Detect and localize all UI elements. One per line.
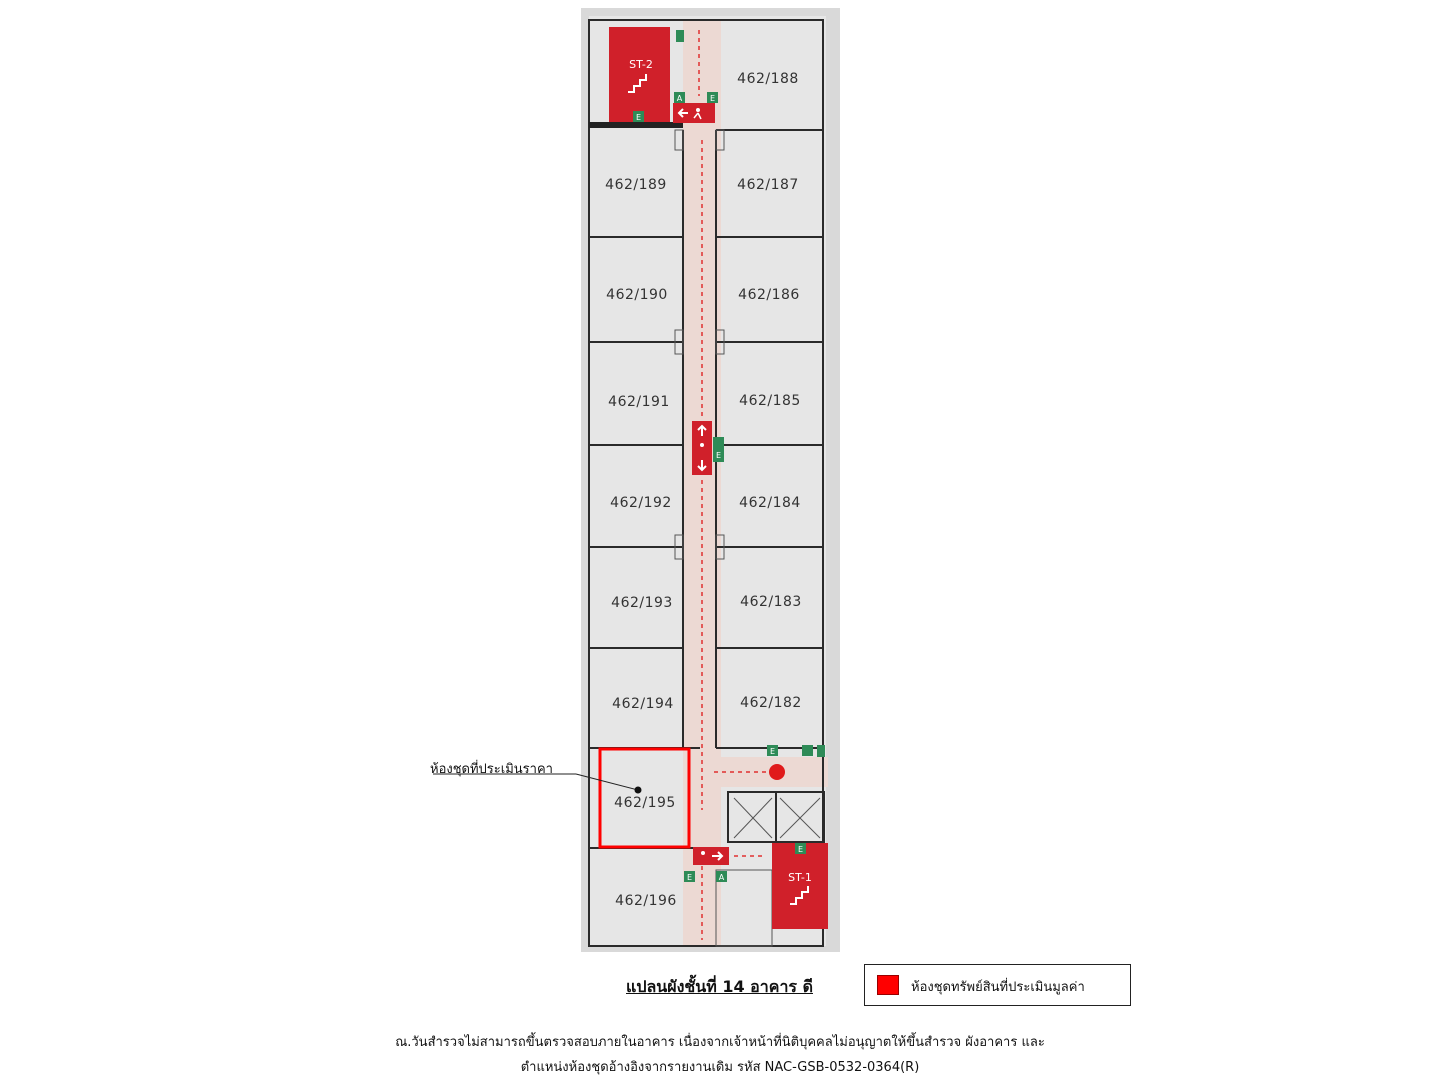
exit-sign-top [673,103,715,123]
room-label: 462/185 [739,393,801,409]
room-label: 462/182 [740,695,802,711]
exit-sign-middle [692,421,712,475]
room-label: 462/193 [611,595,673,611]
room-label: 462/188 [737,71,799,87]
room-label: 462/187 [737,177,799,193]
svg-text:E: E [686,873,693,882]
svg-text:E: E [709,94,716,103]
room-label: 462/184 [739,495,801,511]
survey-note-line-2: ตำแหน่งห้องชุดอ้างอิงจากรายงานเดิม รหัส NAC-GSB-0532-0364(R) [520,1060,920,1075]
room-label: 462/196 [615,893,677,909]
fire-alarm-point [769,764,785,780]
legend-swatch [877,975,899,995]
exit-sign-bottom [693,847,729,865]
stair-st-1 [772,843,828,929]
room-label-highlighted: 462/195 [614,795,676,811]
svg-text:A: A [676,94,683,103]
callout-label: ห้องชุดที่ประเมินราคา [430,762,553,777]
room-label: 462/192 [610,495,672,511]
svg-text:E: E [769,747,776,756]
svg-text:A: A [718,873,725,882]
room-label: 462/183 [740,594,802,610]
room-label: 462/186 [738,287,800,303]
svg-text:E: E [797,845,804,854]
svg-text:E: E [635,113,642,122]
survey-note-line-1: ณ.วันสำรวจไม่สามารถขึ้นตรวจสอบภายในอาคาร เนื่องจากเจ้าหน้าที่นิติบุคคลไม่อนุญาตให้ขึ้นสำรวจ ผังอาคาร และ [395,1035,1045,1050]
svg-text:E: E [715,451,722,460]
legend [864,964,1131,1006]
legend-label: ห้องชุดทรัพย์สินที่ประเมินมูลค่า [911,980,1085,995]
room-label: 462/194 [612,696,674,712]
room-label: 462/191 [608,394,670,410]
stair-st-2-label: ST-2 [629,58,653,71]
plan-caption: แปลนผังชั้นที่ 14 อาคาร ดี [626,977,813,996]
room-label: 462/189 [605,177,667,193]
stair-st-1-label: ST-1 [788,871,812,884]
room-label: 462/190 [606,287,668,303]
